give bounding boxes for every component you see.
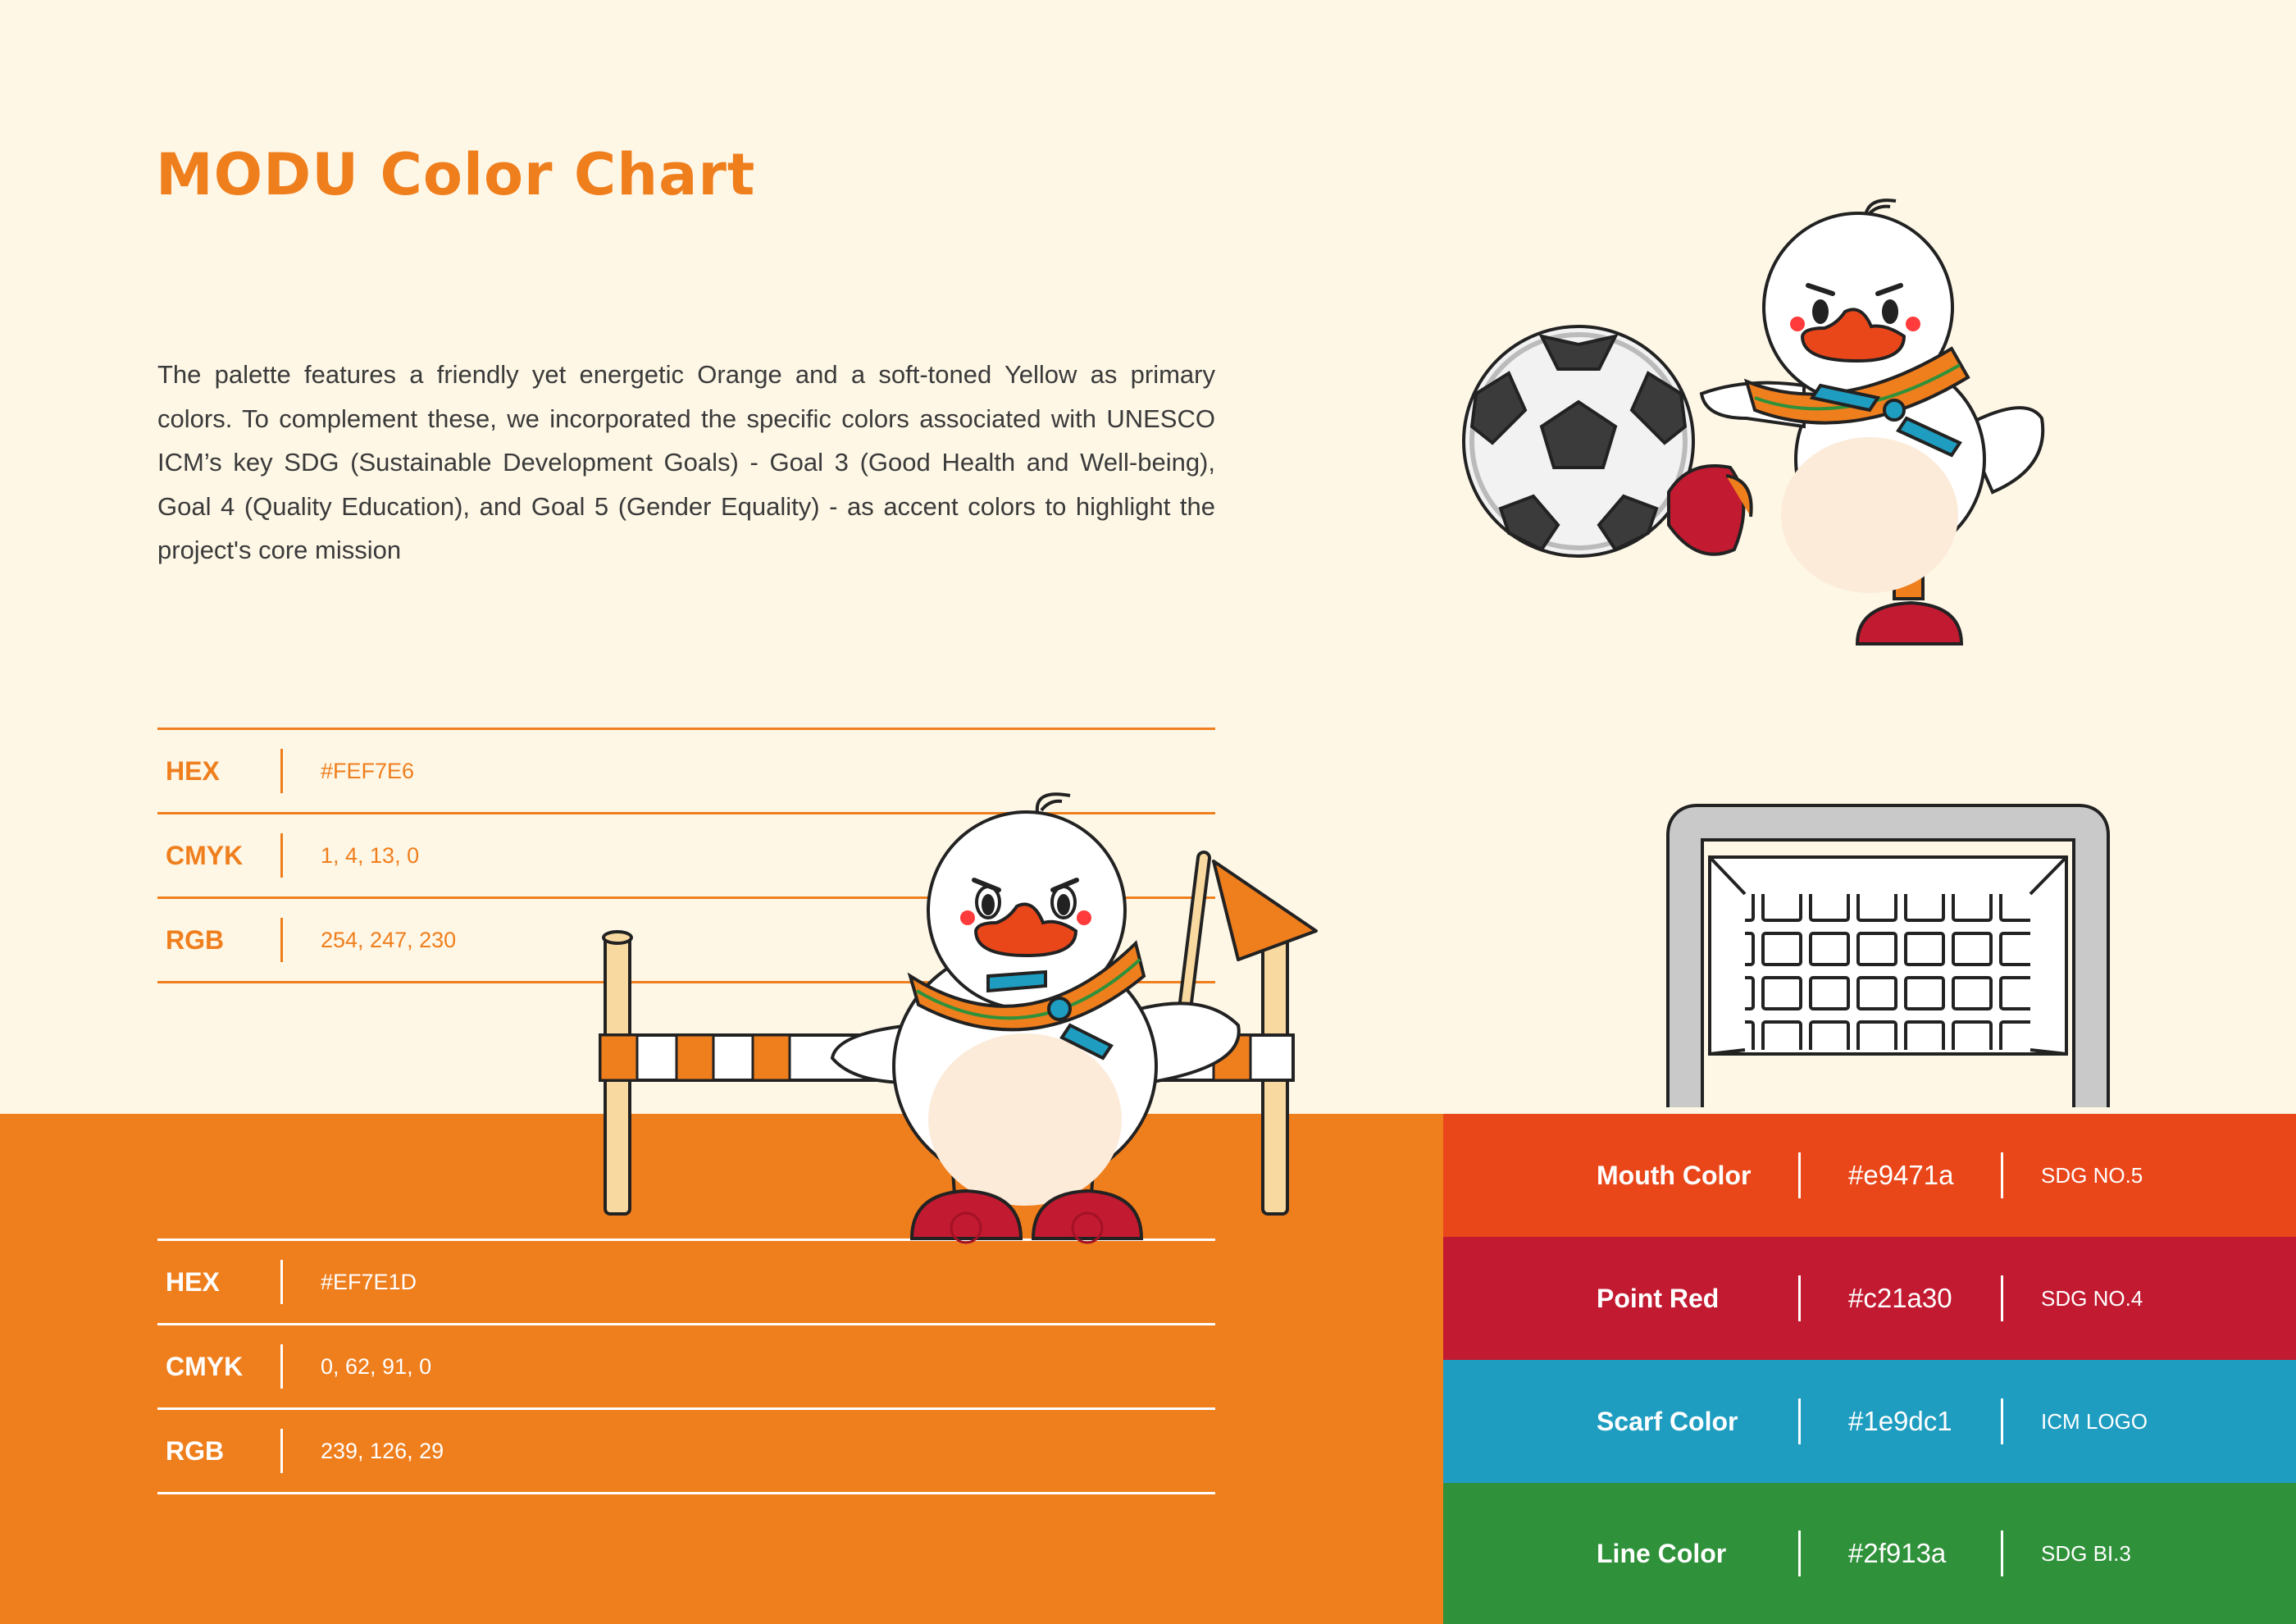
spec-value: #EF7E1D xyxy=(321,1269,417,1294)
spec-value: #FEF7E6 xyxy=(321,758,415,783)
swatch-hex: #2f913a xyxy=(1848,1538,1947,1568)
spec-value: 0, 62, 91, 0 xyxy=(321,1353,432,1379)
swatch-name: Mouth Color xyxy=(1597,1160,1752,1190)
swatch-name: Line Color xyxy=(1597,1538,1727,1568)
spec-value: 1, 4, 13, 0 xyxy=(321,842,420,868)
swatch-hex: #e9471a xyxy=(1848,1160,1954,1190)
palette-description: The palette features a friendly yet energetic Orange and a soft-toned Yellow as primary colors. To complement these, we incorporated the specific colors associated with UNESCO ICM’s key SDG (Sustainable Development Goals) - Goal 3 (Good Health and Well-being), Goal 4 (Quality Education), and Goal 5 (Gender Equality) - as accent colors to highlight the project's core mission xyxy=(157,360,1215,564)
duck-soccer-illustration xyxy=(1464,200,2043,644)
swatch-name: Point Red xyxy=(1597,1283,1720,1313)
swatch-note: ICM LOGO xyxy=(2041,1408,2148,1434)
swatch-note: SDG BI.3 xyxy=(2041,1540,2131,1566)
spec-value: 239, 126, 29 xyxy=(321,1438,444,1463)
swatch-hex: #c21a30 xyxy=(1848,1283,1952,1313)
swatch-name: Scarf Color xyxy=(1597,1406,1738,1436)
spec-value: 254, 247, 230 xyxy=(321,927,457,952)
swatch-hex: #1e9dc1 xyxy=(1848,1406,1952,1436)
spec-label: HEX xyxy=(166,755,220,786)
spec-label: CMYK xyxy=(166,1351,244,1381)
spec-label: CMYK xyxy=(166,840,244,870)
page-title: MODU Color Chart xyxy=(156,141,756,208)
swatch-note: SDG NO.4 xyxy=(2041,1285,2143,1311)
spec-label: RGB xyxy=(166,1435,225,1466)
spec-label: RGB xyxy=(166,924,225,955)
soccer-goal-illustration xyxy=(1685,823,2091,1107)
duck-barrier-illustration xyxy=(600,794,1316,1243)
swatch-note: SDG NO.5 xyxy=(2041,1162,2143,1188)
spec-label: HEX xyxy=(166,1266,220,1297)
